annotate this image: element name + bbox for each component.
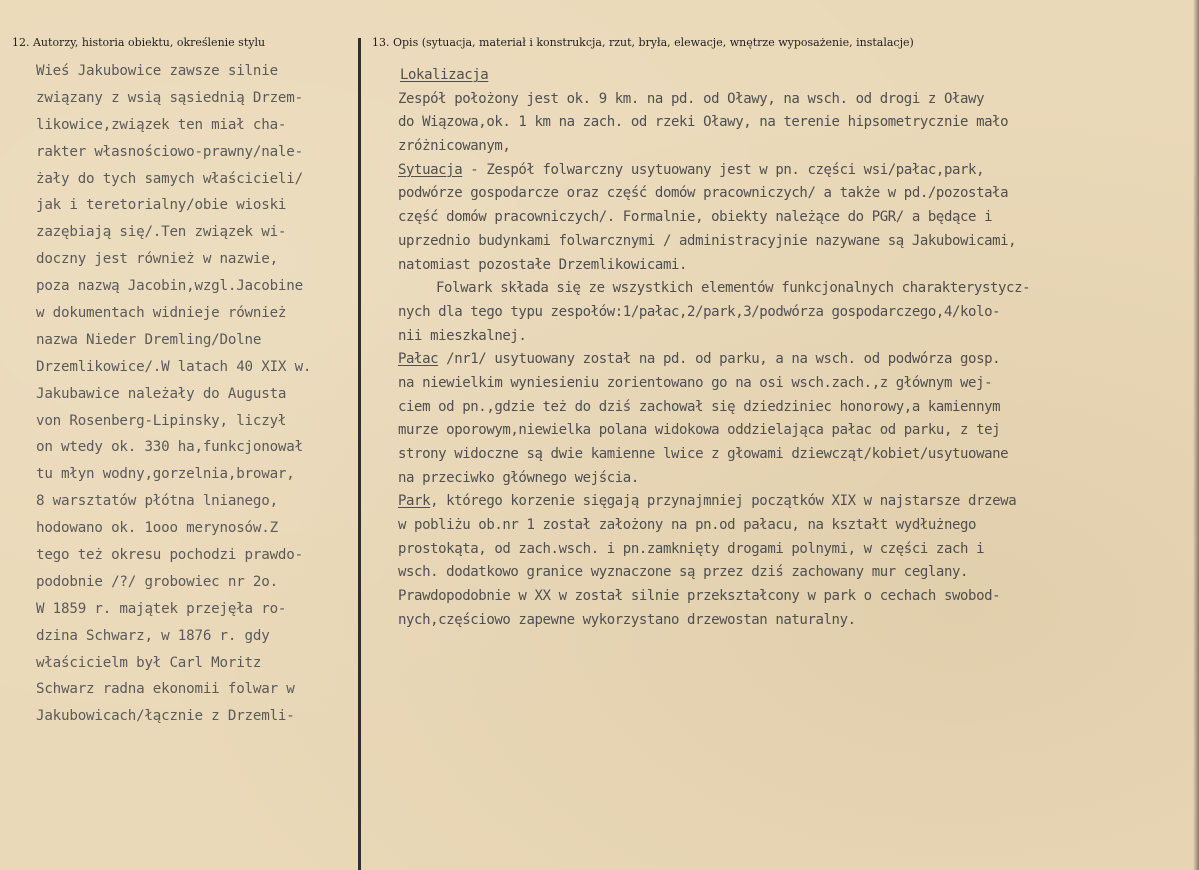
sytuacja-first-line — [398, 159, 1196, 183]
history-line: Drzemlikowice/.W latach 40 XIX w. — [36, 358, 312, 375]
history-line: Schwarz radna ekonomii folwar w — [36, 681, 295, 698]
history-line: tego też okresu pochodzi prawdo- — [36, 547, 303, 564]
lokalizacja-label: Lokalizacja — [400, 67, 489, 83]
history-line: tu młyn wodny,gorzelnia,browar, — [36, 466, 295, 483]
history-line: właścicielm był Carl Moritz — [36, 654, 262, 671]
folwark-line: nych dla tego typu zespołów:1/pałac,2/park,3/podwórza gospodarczego,4/kolo- — [398, 303, 1001, 320]
sytuacja-first-text: - Zespół folwarczny usytuowany jest w pn. części wsi/pałac,park, — [462, 161, 985, 178]
history-line: poza nazwą Jacobin,wzgl.Jacobine — [36, 278, 303, 295]
history-line: jak i teretorialny/obie wioski — [36, 197, 287, 214]
park-first-text: , którego korzenie sięgają przynajmniej początków XIX w najstarsze drzewa — [430, 493, 1017, 510]
park-first-line — [398, 490, 1196, 514]
lokalizacja-line: zróżnicowanym, — [398, 138, 511, 155]
park-line: wsch. dodatkowo granice wyznaczone są przez dziś zachowany mur ceglany. — [398, 564, 969, 581]
page-edge-shadow — [1193, 0, 1199, 870]
description-column — [398, 64, 1196, 633]
palac-line: na przeciwko głównego wejścia. — [398, 469, 639, 486]
sytuacja-line: część domów pracowniczych/. Formalnie, obiekty należące do PGR/ a będące i — [398, 209, 993, 226]
history-line: Jakubawice należały do Augusta — [36, 385, 287, 402]
history-line: likowice,związek ten miał cha- — [36, 116, 287, 133]
palac-line: murze oporowym,niewielka polana widokowa oddzielająca pałac od parku, z tej — [398, 422, 1001, 439]
history-line: zazębiają się/.Ten związek wi- — [36, 224, 287, 241]
palac-label: Pałac — [398, 351, 439, 368]
lokalizacja-line: Zespół położony jest ok. 9 km. na pd. od Oławy, na wsch. od drogi z Oławy — [398, 90, 985, 107]
history-line: związany z wsią sąsiednią Drzem- — [36, 89, 303, 106]
history-line: w dokumentach widnieje również — [36, 305, 287, 322]
history-line: W 1859 r. majątek przejęła ro- — [36, 600, 287, 617]
palac-first-line — [398, 348, 1196, 372]
palac-first-text: /nr1/ usytuowany został na pd. od parku, a na wsch. od podwórza gosp. — [438, 351, 1001, 368]
history-line: hodowano ok. 1ooo merynosów.Z — [36, 520, 278, 537]
column-divider — [358, 38, 361, 870]
history-line: dzina Schwarz, w 1876 r. gdy — [36, 627, 270, 644]
palac-line: na niewielkim wyniesieniu zorientowano go na osi wsch.zach.,z głównym wej- — [398, 374, 993, 391]
palac-line: strony widoczne są dwie kamienne lwice z głowami dziewcząt/kobiet/usytuowane — [398, 446, 1009, 462]
history-line: Wieś Jakubowice zawsze silnie — [36, 63, 278, 79]
park-line: Prawdopodobnie w XX w został silnie przekształcony w park o cechach swobod- — [398, 588, 1001, 605]
lokalizacja-line: do Wiązowa,ok. 1 km na zach. od rzeki Oławy, na terenie hipsometrycznie mało — [398, 114, 1009, 131]
palac-line: ciem od pn.,gdzie też do dziś zachował się dziedziniec honorowy,a kamiennym — [398, 398, 1001, 415]
park-label: Park — [398, 493, 431, 510]
lokalizacja-heading — [398, 64, 1196, 88]
history-column — [36, 58, 356, 730]
section-13-header: 13. Opis (sytuacja, materiał i konstrukcja, rzut, bryła, elewacje, wnętrze wyposażenie, instalacje) — [372, 36, 914, 49]
history-line: doczny jest również w nazwie, — [36, 251, 278, 268]
sytuacja-label: Sytuacja — [398, 161, 463, 178]
folwark-line: nii mieszkalnej. — [398, 327, 527, 344]
sytuacja-line: natomiast pozostałe Drzemlikowicami. — [398, 256, 688, 273]
park-line: prostokąta, od zach.wsch. i pn.zamknięty drogami polnymi, w części zach i — [398, 540, 985, 557]
park-line: nych,częściowo zapewne wykorzystano drzewostan naturalny. — [398, 611, 856, 628]
sytuacja-line: uprzednio budynkami folwarcznymi / administracyjnie nazywane są Jakubowicami, — [398, 232, 1017, 249]
history-line: podobnie /?/ grobowiec nr 2o. — [36, 573, 278, 590]
park-line: w pobliżu ob.nr 1 został założony na pn.od pałacu, na kształt wydłużnego — [398, 517, 977, 534]
history-line: von Rosenberg-Lipinsky, liczył — [36, 412, 287, 429]
sytuacja-line: podwórze gospodarcze oraz część domów pracowniczych/ a także w pd./pozostała — [398, 185, 1009, 202]
history-line: rakter własnościowo-prawny/nale- — [36, 143, 303, 160]
folwark-line: Folwark składa się ze wszystkich elementów funkcjonalnych charakterystycz- — [436, 280, 1031, 297]
history-line: 8 warsztatów płótna lnianego, — [36, 493, 278, 510]
history-line: żały do tych samych właścicieli/ — [36, 170, 303, 187]
history-line: nazwa Nieder Dremling/Dolne — [36, 331, 262, 348]
section-12-header: 12. Autorzy, historia obiektu, określenie stylu — [12, 36, 266, 49]
history-line: Jakubowicach/łącznie z Drzemli- — [36, 708, 295, 725]
history-line: on wtedy ok. 330 ha,funkcjonował — [36, 439, 303, 456]
